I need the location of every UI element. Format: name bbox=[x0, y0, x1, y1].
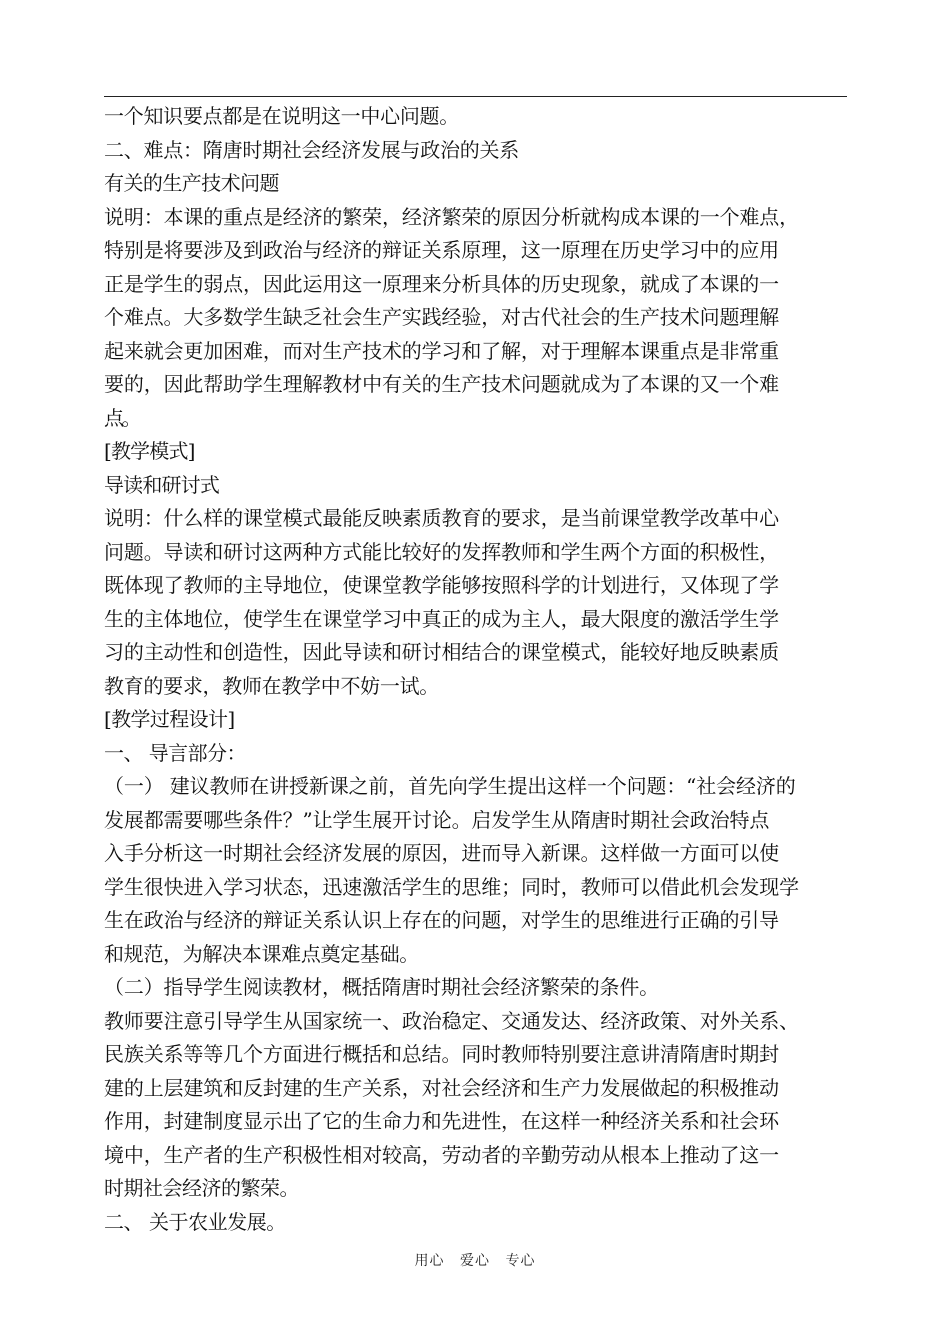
text-line: 民族关系等等几个方面进行概括和总结。同时教师特别要注意讲清隋唐时期封 bbox=[104, 1042, 780, 1066]
text-line: 生的主体地位，使学生在课堂学习中真正的成为主人，最大限度的激活学生学 bbox=[104, 606, 780, 631]
text-line: 问题。导读和研讨这两种方式能比较好的发挥教师和学生两个方面的积极性， bbox=[104, 539, 780, 564]
text-line: 有关的生产技术问题 bbox=[104, 171, 279, 195]
text-line: 和规范，为解决本课难点奠定基础。 bbox=[104, 941, 419, 966]
text-line: 既体现了教师的主导地位，使课堂教学能够按照科学的计划进行，又体现了学 bbox=[104, 573, 780, 597]
header-rule bbox=[104, 96, 847, 97]
text-line: 正是学生的弱点，因此运用这一原理来分析具体的历史现象，就成了本课的一 bbox=[104, 271, 780, 296]
text-line: 入手分析这一时期社会经济发展的原因，进而导入新课。这样做一方面可以使 bbox=[104, 841, 780, 865]
page-footer bbox=[0, 1250, 950, 1270]
text-line: 要的，因此帮助学生理解教材中有关的生产技术问题就成为了本课的又一个难 bbox=[104, 372, 780, 396]
text-line: 二、 关于农业发展。 bbox=[104, 1209, 286, 1234]
text-line: 学生很快进入学习状态，迅速激活学生的思维；同时，教师可以借此机会发现学 bbox=[104, 874, 799, 899]
text-line: 建的上层建筑和反封建的生产关系，对社会经济和生产力发展做起的积极推动 bbox=[104, 1075, 780, 1100]
text-line: 境中，生产者的生产积极性相对较高，劳动者的辛勤劳动从根本上推动了这一 bbox=[104, 1142, 780, 1167]
text-line: 导读和研讨式 bbox=[104, 472, 220, 497]
text-line: 作用，封建制度显示出了它的生命力和先进性，在这样一种经济关系和社会环 bbox=[104, 1109, 780, 1133]
text-line: 教育的要求，教师在教学中不妨一试。 bbox=[104, 673, 440, 698]
text-line: 说明：什么样的课堂模式最能反映素质教育的要求，是当前课堂教学改革中心 bbox=[104, 506, 780, 530]
text-line: [教学模式] bbox=[104, 439, 195, 463]
text-line: 起来就会更加困难，而对生产技术的学习和了解，对于理解本课重点是非常重 bbox=[104, 338, 780, 363]
text-line: 点。 bbox=[104, 405, 139, 430]
footer-word: 爱心 bbox=[460, 1253, 490, 1269]
text-line: [教学过程设计] bbox=[104, 707, 235, 731]
text-line: 生在政治与经济的辩证关系认识上存在的问题，对学生的思维进行正确的引导 bbox=[104, 908, 780, 932]
text-line: 一、 导言部分： bbox=[104, 740, 246, 765]
text-line: （二）指导学生阅读教材，概括隋唐时期社会经济繁荣的条件。 bbox=[104, 975, 659, 999]
text-line: 习的主动性和创造性，因此导读和研讨相结合的课堂模式，能较好地反映素质 bbox=[104, 640, 780, 664]
text-line: 发展都需要哪些条件？”让学生展开讨论。启发学生从隋唐时期社会政治特点 bbox=[104, 807, 770, 832]
text-line: 个难点。大多数学生缺乏社会生产实践经验，对古代社会的生产技术问题理解 bbox=[104, 305, 780, 329]
text-line: 说明：本课的重点是经济的繁荣，经济繁荣的原因分析就构成本课的一个难点， bbox=[104, 204, 799, 229]
footer-word: 用心 bbox=[414, 1253, 445, 1269]
text-line: 特别是将要涉及到政治与经济的辩证关系原理，这一原理在历史学习中的应用 bbox=[104, 238, 780, 262]
footer-word: 专心 bbox=[505, 1253, 536, 1269]
text-line: 一个知识要点都是在说明这一中心问题。 bbox=[104, 104, 459, 128]
text-line: 二、难点：隋唐时期社会经济发展与政治的关系 bbox=[104, 137, 520, 162]
document-body bbox=[104, 100, 854, 1239]
text-line: 教师要注意引导学生从国家统一、政治稳定、交通发达、经济政策、对外关系、 bbox=[104, 1008, 799, 1033]
text-line: 时期社会经济的繁荣。 bbox=[104, 1176, 299, 1200]
text-line: （一） 建议教师在讲授新课之前，首先向学生提出这样一个问题：“社会经济的 bbox=[104, 774, 796, 798]
